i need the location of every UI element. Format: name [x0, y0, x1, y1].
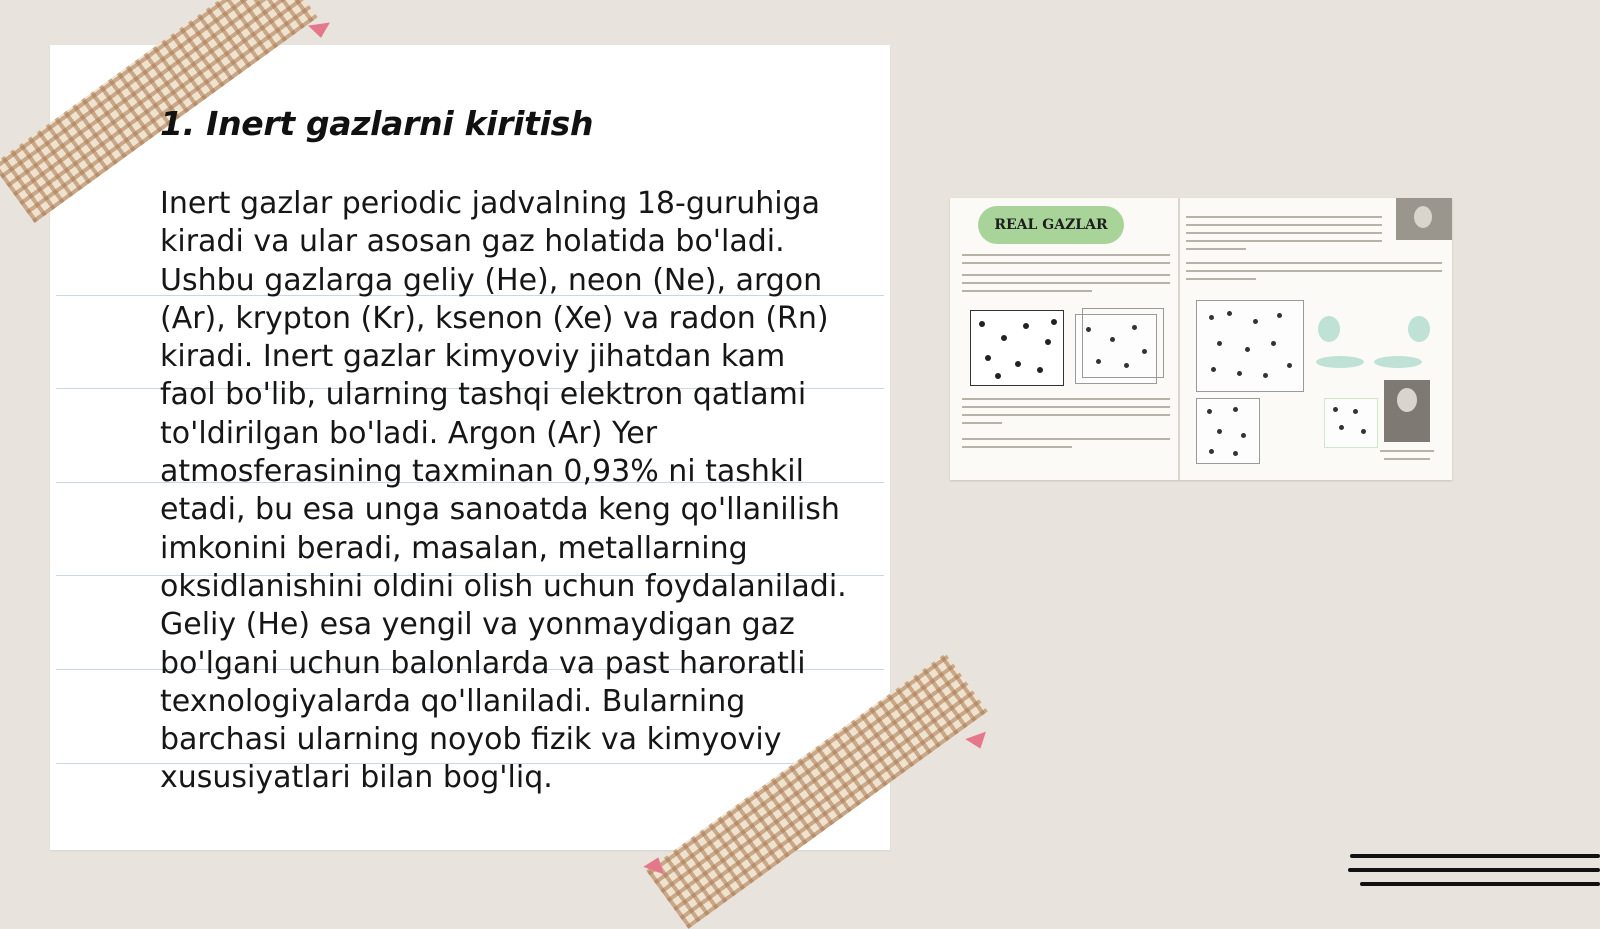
gas-cube-back: [1082, 308, 1164, 378]
text-line: [962, 446, 1072, 448]
text-line: [962, 274, 1170, 276]
atom-diagram: [1318, 316, 1340, 342]
text-line: [1186, 240, 1382, 242]
real-gazlar-badge: REAL GAZLAR: [978, 206, 1124, 244]
slide-body-text: Inert gazlar periodic jadvalning 18-guruhiga kiradi va ular asosan gaz holatida bo'ladi. Ushbu gazlarga geliy (He), neon (Ne), argon (Ar), krypton (Kr), ksenon (Xe) va radon (Rn) kiradi. Inert gazlar kimyoviy jihatdan kam faol bo'lib, ularning tashqi elektron qatlami to'ldirilgan bo'ladi. Argon (Ar) Yer atmosferasining taxminan 0,93% ni tashkil etadi, bu esa unga sanoatda keng qo'llanilish imkonini beradi, masalan, metallarning oksidlanishini oldini olish uchun foydalaniladi. Geliy (He) esa yengil va yonmaydigan gaz bo'lgani uchun balonlarda va past haroratli texnologiyalarda qo'llaniladi. Bularning barchasi ularning noyob fizik va kimyoviy xususiyatlari bilan bog'liq.: [160, 186, 847, 796]
molecule-diagram: [1316, 356, 1364, 368]
text-line: [1186, 262, 1442, 264]
molecule-diagram: [1374, 356, 1422, 368]
tape-corner-icon: [965, 732, 990, 753]
text-line: [962, 290, 1092, 292]
scientist-photo-top: [1396, 198, 1452, 240]
text-line: [962, 414, 1170, 416]
photo-caption: [1380, 450, 1434, 452]
text-line: [962, 282, 1170, 284]
photo-caption: [1384, 458, 1430, 460]
text-line: [962, 406, 1170, 408]
text-line: [962, 398, 1170, 400]
textbook-page-image: [950, 198, 1452, 480]
text-line: [1186, 232, 1382, 234]
text-line: [962, 262, 1170, 264]
text-line: [1186, 278, 1256, 280]
atom-diagram: [1408, 316, 1430, 342]
tape-corner-icon: [308, 23, 332, 40]
molecules-box: [1196, 300, 1304, 392]
text-line: [962, 254, 1170, 256]
text-line: [1186, 224, 1382, 226]
particles-box: [1324, 398, 1378, 448]
text-line: [1186, 270, 1442, 272]
text-line: [1186, 248, 1246, 250]
text-line: [1186, 216, 1382, 218]
book-spine: [1178, 198, 1180, 480]
text-line: [962, 438, 1170, 440]
scientist-photo: [1384, 380, 1430, 442]
ideal-gas-box: [970, 310, 1064, 386]
text-line: [962, 422, 1002, 424]
slide-title: 1. Inert gazlarni kiritish: [160, 104, 594, 143]
particles-box: [1196, 398, 1260, 464]
